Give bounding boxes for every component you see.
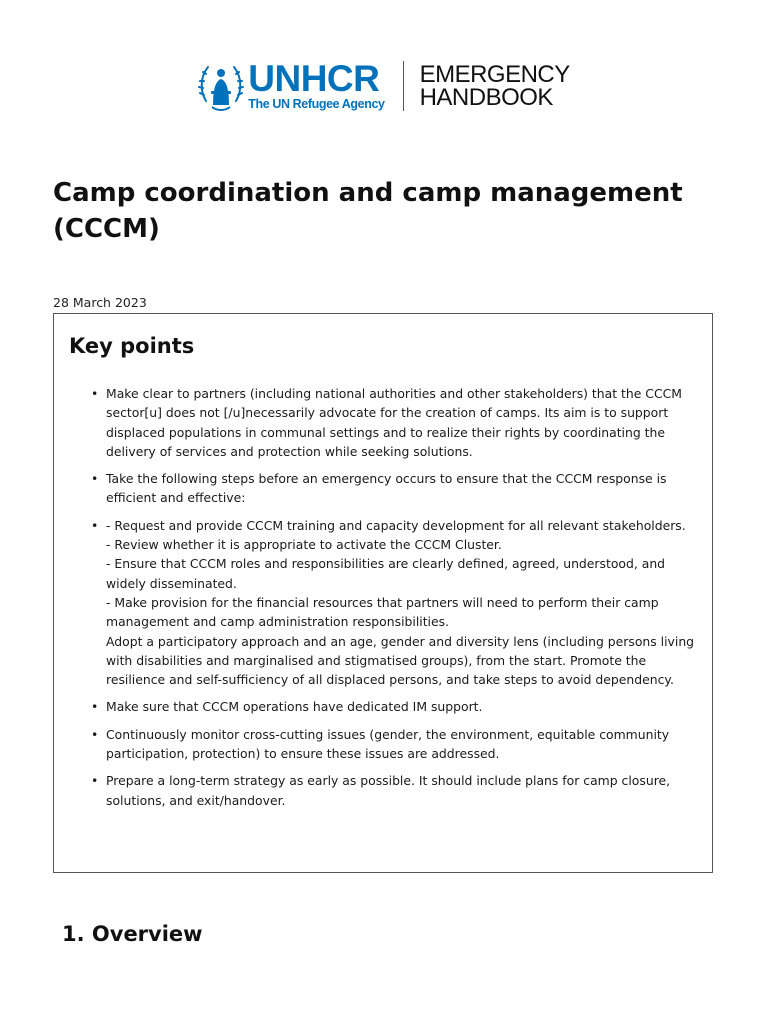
list-item-line: • - Request and provide CCCM training and capacity development for all relevant stakeholders. xyxy=(106,517,686,533)
section-heading-overview: 1. Overview xyxy=(62,922,203,946)
list-item: • Prepare a long-term strategy as early as possible. It should include plans for camp closure, solutions, and exit/handover. xyxy=(91,771,701,810)
list-item: • Continuously monitor cross-cutting issues (gender, the environment, equitable community participation, protection) to ensure these issues are addressed. xyxy=(91,725,701,764)
key-points-list xyxy=(91,384,701,818)
list-item-line: - Make provision for the financial resources that partners will need to perform their camp management and camp administration responsibilities. xyxy=(106,594,659,630)
publish-date: 28 March 2023 xyxy=(53,295,147,310)
page-title: Camp coordination and camp management (CCCM) xyxy=(53,178,683,244)
product-line-2: HANDBOOK xyxy=(419,84,553,111)
unhcr-logo[interactable] xyxy=(198,57,385,112)
list-item xyxy=(91,516,701,690)
list-item-line: - Review whether it is appropriate to activate the CCCM Cluster. xyxy=(106,537,502,553)
emergency-handbook-logo[interactable] xyxy=(420,63,570,109)
list-item: • Make sure that CCCM operations have dedicated IM support. xyxy=(91,697,701,716)
org-tagline: The UN Refugee Agency xyxy=(248,96,385,111)
org-name: UNHCR xyxy=(248,57,380,99)
unhcr-emblem-icon xyxy=(198,61,244,111)
list-item: • Take the following steps before an emergency occurs to ensure that the CCCM response is efficient and effective: xyxy=(91,469,701,508)
product-line-1: EMERGENCY xyxy=(419,61,570,88)
logo-divider xyxy=(403,61,404,111)
list-item-line: - Ensure that CCCM roles and responsibilities are clearly defined, agreed, understood, and widely disseminated. xyxy=(106,556,666,591)
key-points-heading: Key points xyxy=(69,334,195,358)
handbook-header xyxy=(0,56,768,116)
list-item: • Make clear to partners (including national authorities and other stakeholders) that the CCCM sector[u] does not [/u]necessarily advocate for the creation of camps. Its aim is to support displaced populations in communal settings and to realize their rights by coordinating the delivery of services and protection while seeking solutions. xyxy=(91,384,701,461)
key-points-box xyxy=(53,313,713,873)
list-item-line: Adopt a participatory approach and an age, gender and diversity lens (including persons living with disabilities and marginalised and stigmatised groups), from the start. Promote the resilience and self-sufficiency of all displaced persons, and take steps to avoid dependency. xyxy=(106,633,695,688)
